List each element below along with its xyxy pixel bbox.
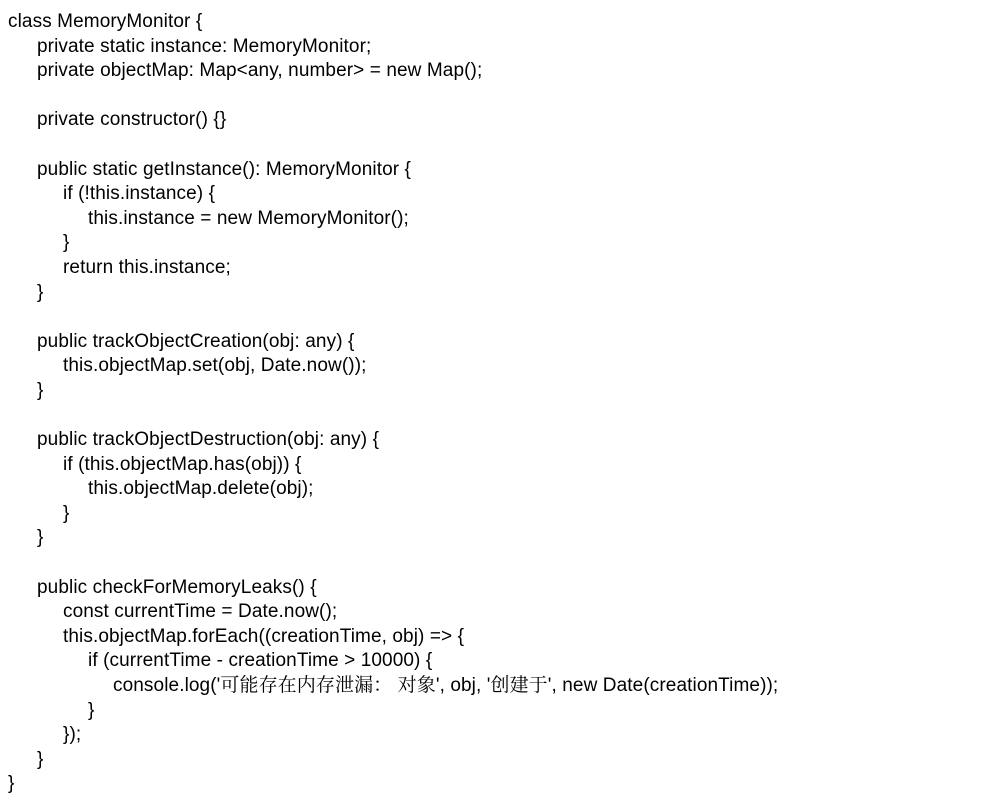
code-line: private objectMap: Map<any, number> = new Map(); <box>37 60 483 82</box>
code-line: } <box>8 773 15 795</box>
code-line: this.objectMap.forEach((creationTime, obj) => { <box>63 625 465 647</box>
code-line <box>8 84 986 109</box>
code-line: this.instance = new MemoryMonitor(); <box>88 207 409 229</box>
code-line <box>8 133 986 158</box>
code-line: console.log('可能存在内存泄漏： 对象', obj, '创建于', new Date(creationTime)); <box>113 675 779 697</box>
code-line: public trackObjectDestruction(obj: any) { <box>37 429 380 451</box>
code-line: } <box>88 699 95 721</box>
code-line: return this.instance; <box>63 256 231 278</box>
code-line: } <box>63 232 70 254</box>
code-line: this.objectMap.set(obj, Date.now()); <box>63 355 367 377</box>
code-line: }); <box>63 724 82 746</box>
code-line: private constructor() {} <box>37 109 227 131</box>
code-line: } <box>37 281 44 303</box>
code-line: private static instance: MemoryMonitor; <box>37 35 372 57</box>
code-line: if (currentTime - creationTime > 10000) { <box>88 650 433 672</box>
code-line: if (!this.instance) { <box>63 183 216 205</box>
code-line: } <box>63 502 70 524</box>
code-line: public checkForMemoryLeaks() { <box>37 576 317 598</box>
code-line: public static getInstance(): MemoryMonitor { <box>37 158 411 180</box>
code-line: const currentTime = Date.now(); <box>63 601 338 623</box>
code-line: if (this.objectMap.has(obj)) { <box>63 453 302 475</box>
code-line: } <box>37 748 44 770</box>
code-line: this.objectMap.delete(obj); <box>88 478 314 500</box>
code-line <box>8 305 986 330</box>
code-line: public trackObjectCreation(obj: any) { <box>37 330 355 352</box>
code-line: class MemoryMonitor { <box>8 11 203 32</box>
code-line <box>8 551 986 576</box>
code-line: } <box>37 379 44 401</box>
code-line <box>8 404 986 429</box>
code-line: } <box>37 527 44 549</box>
